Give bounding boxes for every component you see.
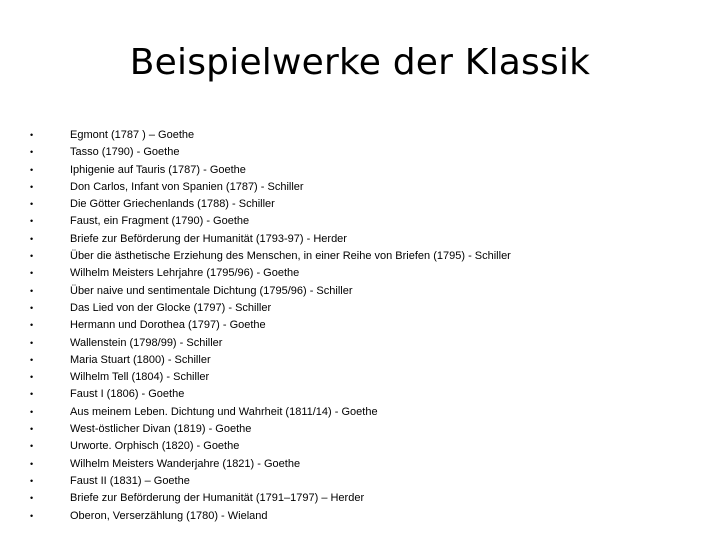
list-item: [30, 490, 700, 507]
list-item-text: Die Götter Griechenlands (1788) - Schiller: [70, 198, 275, 211]
list-item-text: Egmont (1787 ) – Goethe: [70, 129, 195, 141]
bullet-icon: •: [30, 268, 34, 279]
list-item: [30, 508, 700, 525]
bullet-icon: •: [30, 181, 34, 192]
list-item-text: Über die ästhetische Erziehung des Menschen, in einer Reihe von Briefen (1795) - Schiller: [70, 250, 511, 263]
bullet-icon: •: [30, 424, 34, 435]
list-item-text: Über naive und sentimentale Dichtung (1795/96) - Schiller: [70, 284, 353, 297]
list-item: [30, 144, 700, 161]
list-item: [30, 248, 700, 265]
bullet-icon: •: [30, 441, 34, 452]
list-item: [30, 196, 700, 213]
bullet-icon: •: [30, 320, 34, 331]
list-item: [30, 300, 700, 317]
bullet-icon: •: [30, 164, 34, 175]
list-item: [30, 438, 700, 455]
bullet-icon: •: [30, 510, 34, 521]
bullet-icon: •: [30, 372, 34, 383]
list-item-text: Das Lied von der Glocke (1797) - Schiller: [70, 301, 272, 314]
list-item-text: Wilhelm Tell (1804) - Schiller: [70, 371, 210, 384]
list-item-text: West-östlicher Divan (1819) - Goethe: [70, 423, 252, 436]
list-item-text: Faust I (1806) - Goethe: [70, 388, 185, 401]
list-item: [30, 369, 700, 386]
bullet-icon: •: [30, 199, 34, 210]
list-item: [30, 421, 700, 438]
list-item-text: Wilhelm Meisters Wanderjahre (1821) - Goethe: [70, 457, 301, 470]
bullet-icon: •: [30, 475, 34, 486]
list-item: [30, 352, 700, 369]
list-item: [30, 283, 700, 300]
list-item-text: Maria Stuart (1800) - Schiller: [70, 353, 211, 366]
list-item: [30, 386, 700, 403]
list-item-text: Wilhelm Meisters Lehrjahre (1795/96) - Goethe: [70, 267, 300, 280]
list-item: [30, 265, 700, 282]
list-item-text: Faust, ein Fragment (1790) - Goethe: [70, 215, 250, 228]
bullet-icon: •: [30, 406, 34, 417]
list-item: [30, 179, 700, 196]
list-item: [30, 317, 700, 334]
list-item-text: Hermann und Dorothea (1797) - Goethe: [70, 319, 266, 332]
bullet-icon: •: [30, 493, 34, 504]
works-list: [30, 127, 700, 525]
list-item-text: Aus meinem Leben. Dichtung und Wahrheit (1811/14) - Goethe: [70, 405, 378, 418]
slide-title: Beispielwerke der Klassik: [129, 42, 591, 83]
bullet-icon: •: [30, 216, 34, 227]
list-item: [30, 162, 700, 179]
list-item: [30, 473, 700, 490]
list-item: [30, 127, 700, 144]
bullet-icon: •: [30, 147, 34, 158]
list-item-text: Briefe zur Beförderung der Humanität (1793-97) - Herder: [70, 232, 347, 245]
bullet-icon: •: [30, 251, 34, 262]
list-item: [30, 213, 700, 230]
list-item-text: Tasso (1790) - Goethe: [70, 146, 180, 159]
bullet-icon: •: [30, 285, 34, 296]
bullet-icon: •: [30, 389, 34, 400]
list-item-text: Don Carlos, Infant von Spanien (1787) - Schiller: [70, 180, 304, 193]
bullet-icon: •: [30, 458, 34, 469]
list-item: [30, 335, 700, 352]
list-item-text: Briefe zur Beförderung der Humanität (1791–1797) – Herder: [70, 492, 365, 505]
bullet-icon: •: [30, 354, 34, 365]
list-item-text: Wallenstein (1798/99) - Schiller: [70, 336, 223, 349]
bullet-icon: •: [30, 337, 34, 348]
bullet-icon: •: [30, 302, 34, 313]
list-item: [30, 456, 700, 473]
bullet-icon: •: [30, 130, 34, 140]
list-item-text: Iphigenie auf Tauris (1787) - Goethe: [70, 163, 246, 176]
list-item-text: Urworte. Orphisch (1820) - Goethe: [70, 440, 240, 453]
list-item: [30, 404, 700, 421]
list-item-text: Oberon, Verserzählung (1780) - Wieland: [70, 509, 268, 522]
list-item-text: Faust II (1831) – Goethe: [70, 474, 190, 487]
bullet-icon: •: [30, 233, 34, 244]
list-item: [30, 231, 700, 248]
